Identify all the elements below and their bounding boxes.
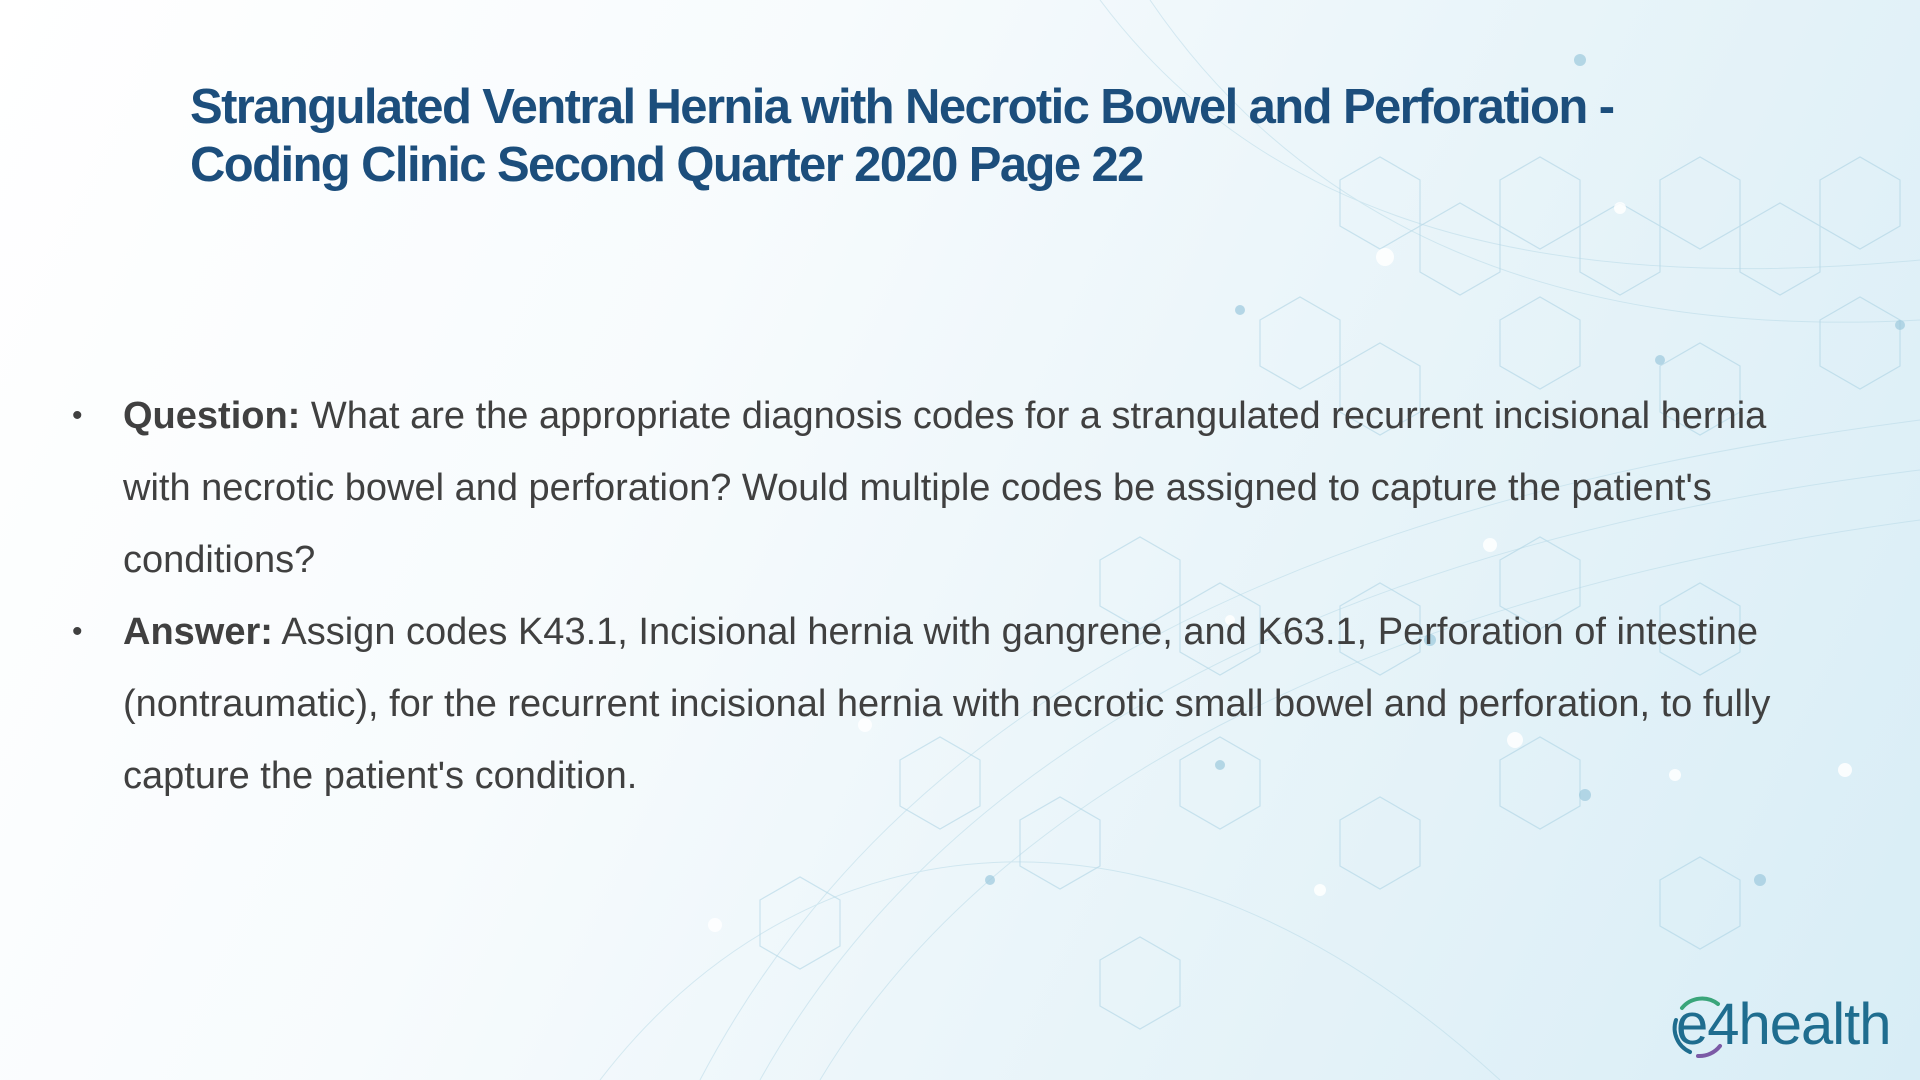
title-line-2: Coding Clinic Second Quarter 2020 Page 22 bbox=[190, 138, 1143, 192]
logo-text: e4health bbox=[1676, 992, 1891, 1057]
bullet-list bbox=[72, 380, 1792, 812]
answer-text: Assign codes K43.1, Incisional hernia with gangrene, and K63.1, Perforation of intestine (nontraumatic), for the recurrent incisional hernia with necrotic small bowel and perforation, to fully capture the patient's condition. bbox=[123, 611, 1771, 797]
answer-label: Answer: bbox=[123, 611, 273, 653]
bullet-answer bbox=[72, 596, 1792, 812]
title-line-1: Strangulated Ventral Hernia with Necrotic Bowel and Perforation - bbox=[190, 80, 1614, 134]
slide-title bbox=[190, 78, 1790, 194]
bullet-question bbox=[72, 380, 1792, 596]
question-text: What are the appropriate diagnosis codes for a strangulated recurrent incisional hernia with necrotic bowel and perforation? Would multiple codes be assigned to capture the patient's conditions? bbox=[123, 395, 1767, 581]
e4health-logo bbox=[1668, 990, 1898, 1060]
question-label: Question: bbox=[123, 395, 301, 437]
bullet-marker: • bbox=[72, 615, 83, 648]
bullet-marker: • bbox=[72, 399, 83, 432]
